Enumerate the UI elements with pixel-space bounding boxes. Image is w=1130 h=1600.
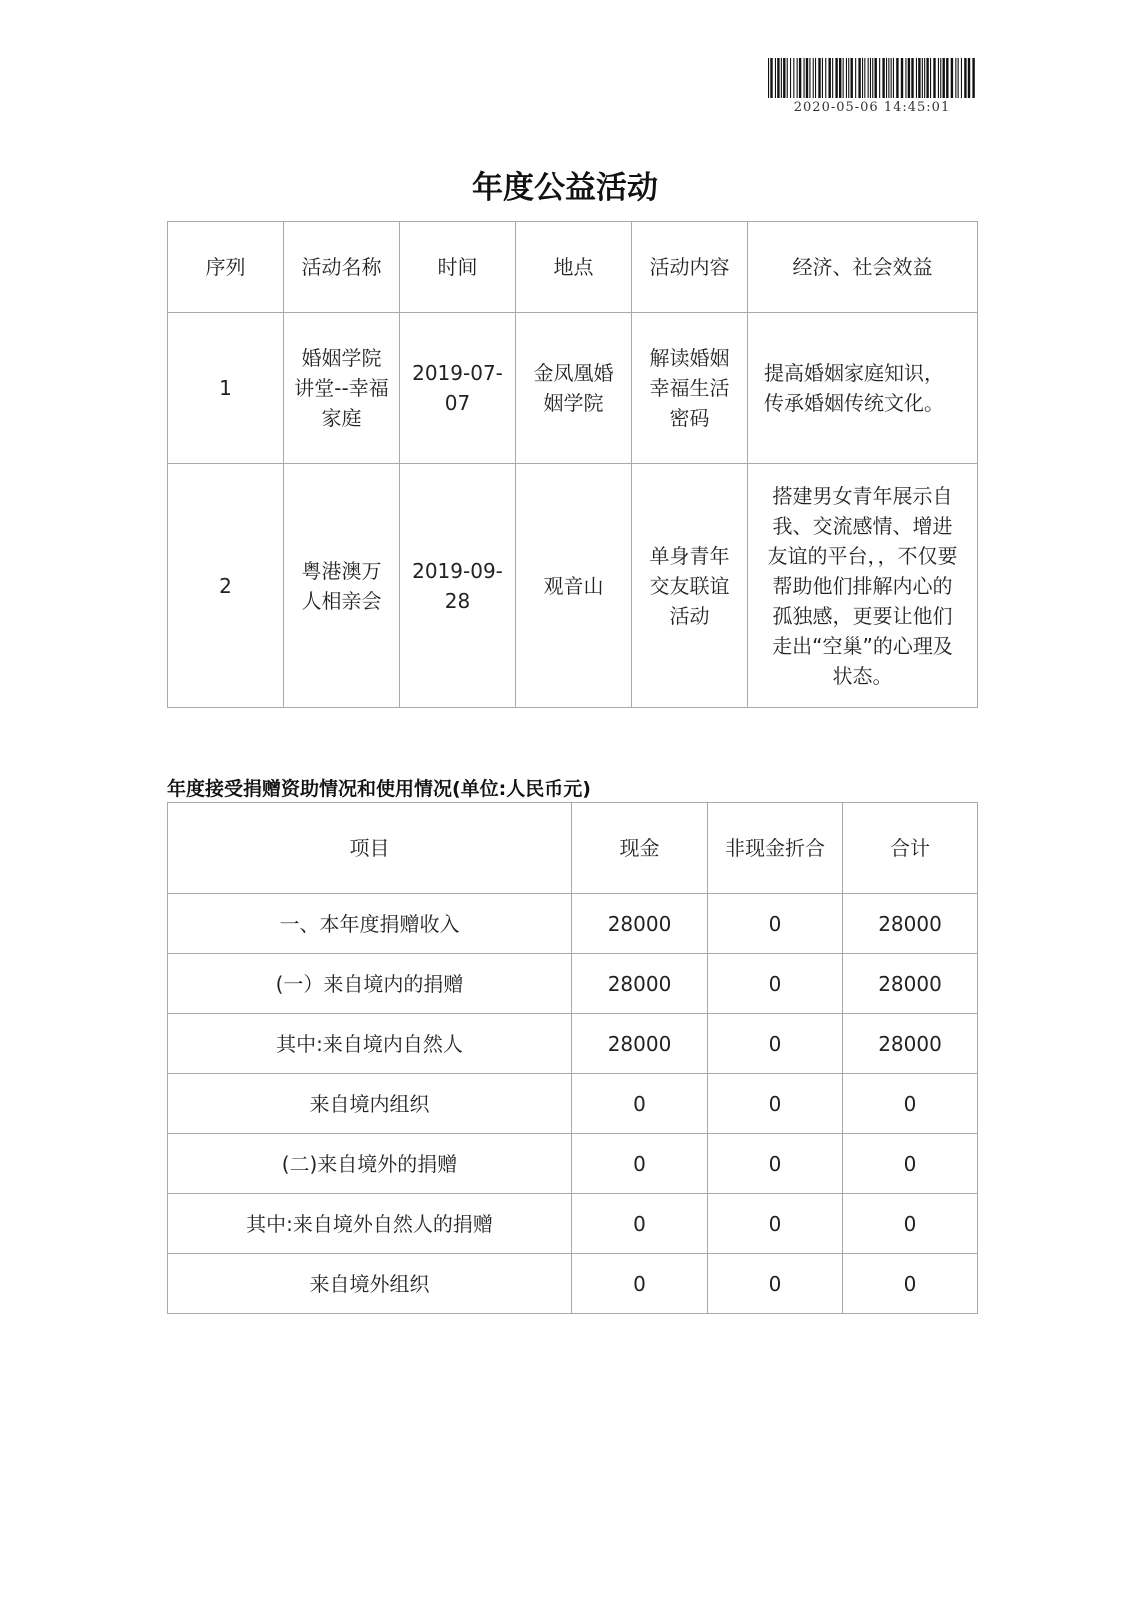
donation-total: 0 — [843, 1194, 978, 1254]
barcode-bar — [964, 58, 966, 98]
barcode-bar — [961, 58, 962, 98]
barcode-bar — [946, 58, 948, 98]
barcode-bar — [951, 58, 953, 98]
barcode-bar — [918, 58, 920, 98]
column-header: 序列 — [168, 222, 284, 313]
barcode-bar — [922, 58, 923, 98]
barcode-bar — [793, 58, 794, 98]
barcode-bar — [804, 58, 805, 98]
donation-noncash: 0 — [708, 1194, 843, 1254]
donation-cash: 0 — [572, 1254, 708, 1314]
donation-noncash: 0 — [708, 1254, 843, 1314]
barcode-bar — [968, 58, 970, 98]
table-row — [168, 1014, 978, 1074]
donation-cash: 0 — [572, 1074, 708, 1134]
barcode-bar — [839, 58, 841, 98]
donation-total: 28000 — [843, 954, 978, 1014]
donation-item: (二)来自境外的捐赠 — [168, 1134, 572, 1194]
barcode-bar — [888, 58, 889, 98]
donation-cash: 28000 — [572, 894, 708, 954]
table-row — [168, 894, 978, 954]
barcode-bar — [822, 58, 823, 98]
activities-table — [167, 221, 978, 708]
barcode-bar — [886, 58, 887, 98]
donation-cash: 28000 — [572, 1014, 708, 1074]
barcode-bar — [809, 58, 810, 98]
barcode-bar — [787, 58, 788, 98]
barcode-bar — [879, 58, 880, 98]
column-header: 时间 — [400, 222, 516, 313]
barcode-bar — [851, 58, 853, 98]
column-header: 合计 — [843, 803, 978, 894]
barcode-bar — [843, 58, 844, 98]
donation-item: 来自境外组织 — [168, 1254, 572, 1314]
donation-item: 其中:来自境内自然人 — [168, 1014, 572, 1074]
table-row — [168, 954, 978, 1014]
barcode-bar — [846, 58, 847, 98]
barcode-bar — [858, 58, 860, 98]
column-header: 项目 — [168, 803, 572, 894]
barcode-bar — [908, 58, 910, 98]
barcode-bar — [933, 58, 935, 98]
barcode-bar — [818, 58, 820, 98]
barcode-bar — [813, 58, 814, 98]
table-row — [168, 464, 978, 708]
barcode-bar — [777, 58, 779, 98]
barcode-bar — [799, 58, 801, 98]
barcode-bar — [926, 58, 928, 98]
barcode-bar — [832, 58, 833, 98]
activity-date: 2019-09-28 — [400, 464, 516, 708]
barcode-timestamp: 2020-05-06 14:45:01 — [793, 100, 951, 115]
barcode-bar — [806, 58, 808, 98]
donation-noncash: 0 — [708, 1134, 843, 1194]
activity-content: 单身青年交友联谊活动 — [632, 464, 748, 708]
barcode-bar — [911, 58, 913, 98]
barcode-bar — [790, 58, 791, 98]
table-row — [168, 1254, 978, 1314]
barcode-graphic — [768, 58, 976, 98]
column-header: 活动名称 — [284, 222, 400, 313]
table-row — [168, 313, 978, 464]
barcode-bar — [875, 58, 877, 98]
barcode — [768, 58, 976, 98]
donation-item: 来自境内组织 — [168, 1074, 572, 1134]
barcode-bar — [848, 58, 849, 98]
barcode-bar — [870, 58, 871, 98]
barcode-bar — [868, 58, 869, 98]
barcode-bar — [940, 58, 941, 98]
barcode-bar — [972, 58, 974, 98]
donation-cash: 0 — [572, 1134, 708, 1194]
donation-total: 28000 — [843, 1014, 978, 1074]
donation-noncash: 0 — [708, 1074, 843, 1134]
barcode-bar — [924, 58, 925, 98]
activity-content: 解读婚姻幸福生活密码 — [632, 313, 748, 464]
activity-seq: 1 — [168, 313, 284, 464]
table-row — [168, 1134, 978, 1194]
donation-noncash: 0 — [708, 954, 843, 1014]
activity-effect: 搭建男女青年展示自我、交流感情、增进友谊的平台，，不仅要帮助他们排解内心的孤独感，更要让他们走出“空巢”的心理及状态。 — [748, 464, 978, 708]
barcode-bar — [916, 58, 917, 98]
barcode-bar — [930, 58, 931, 98]
barcode-bar — [882, 58, 884, 98]
donation-noncash: 0 — [708, 894, 843, 954]
donation-item: 一、本年度捐赠收入 — [168, 894, 572, 954]
barcode-bar — [943, 58, 945, 98]
barcode-bar — [770, 58, 772, 98]
barcode-bar — [958, 58, 959, 98]
barcode-bar — [797, 58, 798, 98]
barcode-bar — [872, 58, 873, 98]
barcode-bar — [768, 58, 769, 98]
activities-header-row — [168, 222, 978, 313]
barcode-bar — [896, 58, 898, 98]
table-row — [168, 1194, 978, 1254]
activity-date: 2019-07-07 — [400, 313, 516, 464]
donations-section-title: 年度接受捐赠资助情况和使用情况(单位:人民币元) — [167, 778, 591, 800]
barcode-bar — [855, 58, 856, 98]
donations-table — [167, 802, 978, 1314]
column-header: 非现金折合 — [708, 803, 843, 894]
activity-name: 婚姻学院讲堂--幸福家庭 — [284, 313, 400, 464]
barcode-bar — [815, 58, 816, 98]
activity-seq: 2 — [168, 464, 284, 708]
barcode-bar — [955, 58, 956, 98]
donation-total: 0 — [843, 1074, 978, 1134]
barcode-bar — [825, 58, 826, 98]
barcode-bar — [893, 58, 894, 98]
page-title: 年度公益活动 — [472, 170, 658, 206]
donation-total: 28000 — [843, 894, 978, 954]
barcode-bar — [835, 58, 837, 98]
barcode-bar — [775, 58, 776, 98]
barcode-bar — [901, 58, 903, 98]
column-header: 现金 — [572, 803, 708, 894]
column-header: 地点 — [516, 222, 632, 313]
barcode-bar — [829, 58, 831, 98]
donation-cash: 0 — [572, 1194, 708, 1254]
donation-cash: 28000 — [572, 954, 708, 1014]
column-header: 经济、社会效益 — [748, 222, 978, 313]
activity-place: 观音山 — [516, 464, 632, 708]
barcode-bar — [783, 58, 785, 98]
barcode-bar — [905, 58, 906, 98]
donation-item: (一）来自境内的捐赠 — [168, 954, 572, 1014]
donation-item: 其中:来自境外自然人的捐赠 — [168, 1194, 572, 1254]
activity-name: 粤港澳万人相亲会 — [284, 464, 400, 708]
donation-total: 0 — [843, 1254, 978, 1314]
barcode-bar — [864, 58, 865, 98]
barcode-bar — [938, 58, 939, 98]
barcode-bar — [781, 58, 782, 98]
donation-total: 0 — [843, 1134, 978, 1194]
activity-effect: 提高婚姻家庭知识，传承婚姻传统文化。 — [748, 313, 978, 464]
donations-header-row — [168, 803, 978, 894]
barcode-bar — [862, 58, 863, 98]
table-row — [168, 1074, 978, 1134]
barcode-bar — [891, 58, 892, 98]
column-header: 活动内容 — [632, 222, 748, 313]
activity-place: 金凤凰婚姻学院 — [516, 313, 632, 464]
donation-noncash: 0 — [708, 1014, 843, 1074]
